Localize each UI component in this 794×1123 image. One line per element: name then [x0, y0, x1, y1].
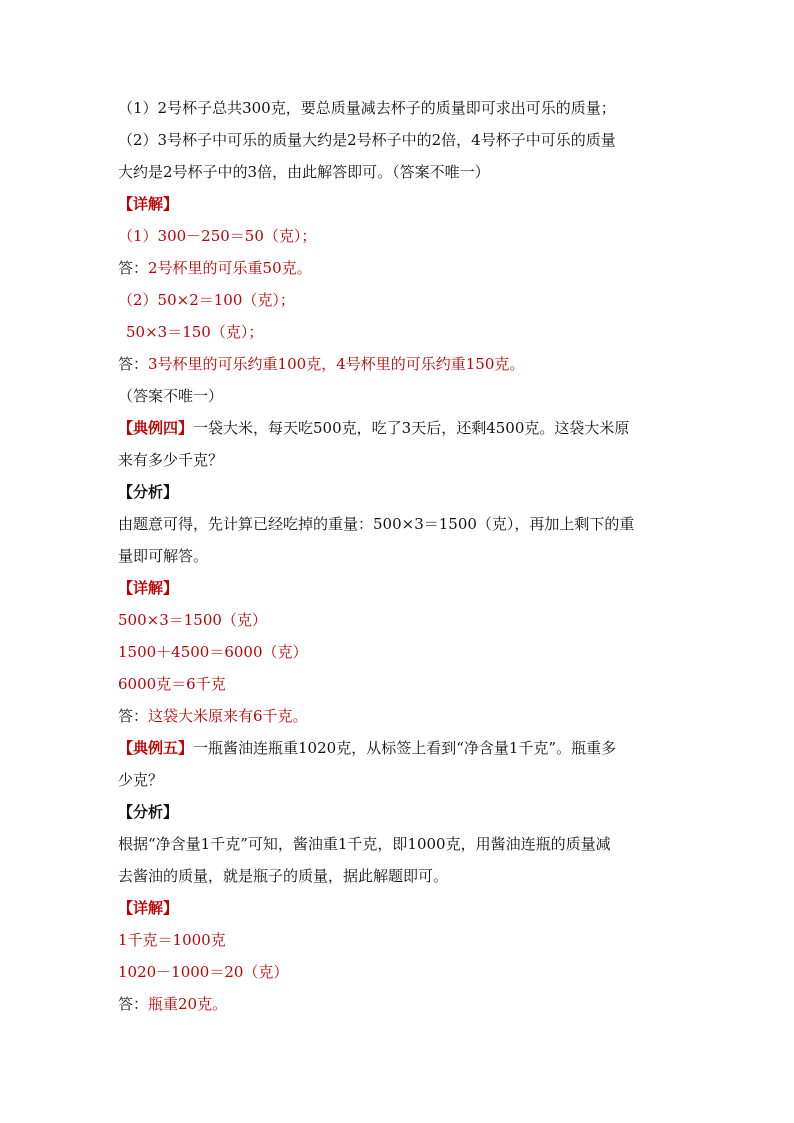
note-line: （答案不唯一） — [118, 387, 224, 405]
example-4-step-2: 1500＋4500＝6000（克） — [118, 643, 308, 661]
example-4-question-2: 来有多少千克？ — [118, 451, 224, 469]
analysis-line-3: 大约是2号杯子中的3倍，由此解答即可。（答案不唯一） — [118, 163, 490, 181]
analysis-line-2: （2）3号杯子中可乐的质量大约是2号杯子中的2倍，4号杯子中可乐的质量 — [118, 131, 616, 149]
example-4-question-1: 【典例四】一袋大米，每天吃500克，吃了3天后，还剩4500克。这袋大米原 — [118, 419, 630, 437]
detail-heading-1: 【详解】 — [118, 195, 179, 213]
solution-line-3: 50×3＝150（克）； — [126, 323, 264, 341]
example-5-step-1: 1千克＝1000克 — [118, 931, 226, 949]
example-5-analysis-2: 去酱油的质量，就是瓶子的质量，据此解题即可。 — [118, 867, 449, 885]
example-4-analysis-2: 量即可解答。 — [118, 547, 209, 565]
example-5-question-2: 少克？ — [118, 771, 164, 789]
solution-line-2: （2）50×2＝100（克）； — [118, 291, 295, 309]
answer-line-1: 答：2号杯里的可乐重50克。 — [118, 259, 312, 277]
example-4-analysis-1: 由题意可得，先计算已经吃掉的重量：500×3＝1500（克），再加上剩下的重 — [118, 515, 635, 533]
example-5-analysis-1: 根据“净含量1千克”可知，酱油重1千克，即1000克，用酱油连瓶的质量减 — [118, 835, 611, 853]
solution-line-1: （1）300－250＝50（克）； — [118, 227, 317, 245]
example-4-step-1: 500×3＝1500（克） — [118, 611, 267, 629]
detail-heading-5: 【详解】 — [118, 899, 179, 917]
analysis-heading-5: 【分析】 — [118, 803, 179, 821]
detail-heading-4: 【详解】 — [118, 579, 179, 597]
example-4-answer: 答：这袋大米原来有6千克。 — [118, 707, 308, 725]
analysis-heading-4: 【分析】 — [118, 483, 179, 501]
example-5-step-2: 1020－1000＝20（克） — [118, 963, 289, 981]
example-5-question-1: 【典例五】一瓶酱油连瓶重1020克，从标签上看到“净含量1千克”。瓶重多 — [118, 739, 617, 757]
example-4-step-3: 6000克＝6千克 — [118, 675, 226, 693]
answer-line-2: 答：3号杯里的可乐约重100克，4号杯里的可乐约重150克。 — [118, 355, 525, 373]
analysis-line-1: （1）2号杯子总共300克，要总质量减去杯子的质量即可求出可乐的质量； — [118, 99, 616, 117]
example-5-answer: 答：瓶重20克。 — [118, 995, 228, 1013]
